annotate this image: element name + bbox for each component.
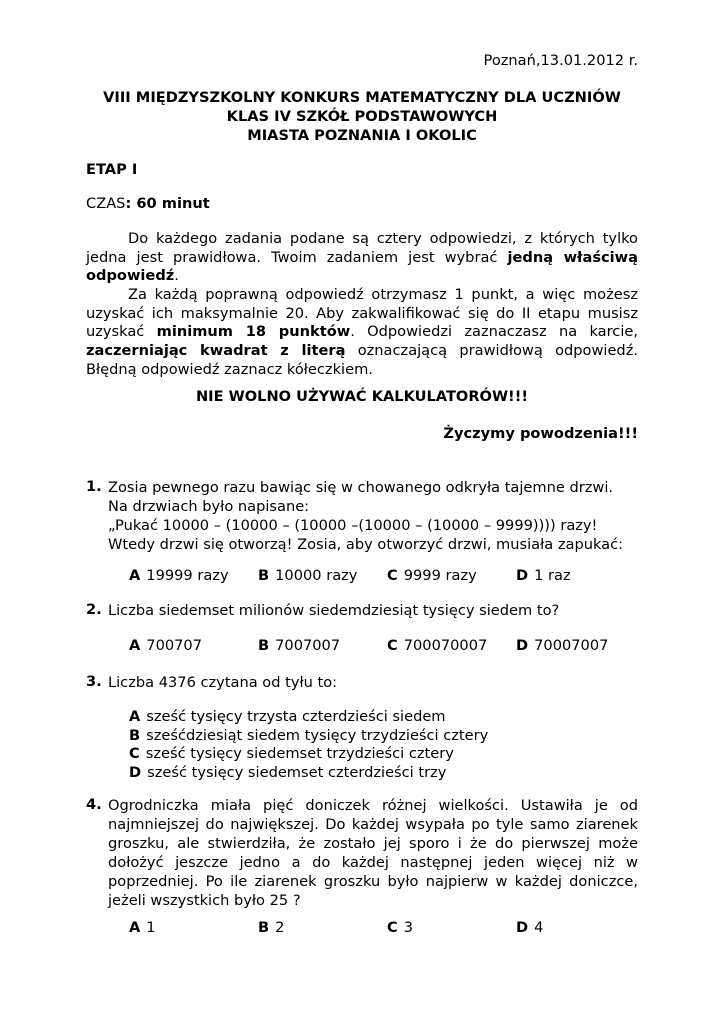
question-3-number: 3. <box>86 673 102 690</box>
title-line-1: VIII MIĘDZYSZKOLNY KONKURS MATEMATYCZNY DLA UCZNIÓW <box>103 89 621 106</box>
calculator-warning: NIE WOLNO UŻYWAĆ KALKULATORÓW!!! <box>195 388 529 405</box>
instruction-2-text-a: Za każdą poprawną odpowiedź otrzymasz 1 punkt, a więc możesz uzyskać ich maksymalnie 20. Aby zakwalifikować się do II etapu musisz uzyskać <box>86 286 638 341</box>
question-2-option-c[interactable]: C 700070007 <box>387 637 488 654</box>
question-2-text: Liczba siedemset milionów siedemdziesiąt tysięcy siedem to? <box>108 602 560 619</box>
question-3-option-d[interactable]: D sześć tysięcy siedemset czterdzieści trzy <box>129 763 447 781</box>
instruction-paragraph-1 <box>86 230 638 286</box>
question-3-text: Liczba 4376 czytana od tyłu to: <box>108 674 338 691</box>
question-2-number: 2. <box>86 601 102 618</box>
question-1-option-c[interactable]: C 9999 razy <box>387 567 477 584</box>
question-1-line-2: Na drzwiach było napisane: <box>108 498 310 515</box>
date-line: Poznań,13.01.2012 r. <box>483 52 638 69</box>
title-line-3: MIASTA POZNANIA I OKOLIC <box>247 127 477 144</box>
instruction-1-text: Do każdego zadania podane są cztery odpowiedzi, z których tylko jedna jest prawidłowa. Twoim zadaniem jest wybrać <box>86 230 638 266</box>
instruction-2-emphasis-2: zaczerniając kwadrat z literą <box>86 342 346 360</box>
question-1-option-b[interactable]: B 10000 razy <box>258 567 358 584</box>
time-label: CZAS <box>86 195 126 212</box>
instruction-2-emphasis-1: minimum 18 punktów <box>156 323 351 341</box>
question-3-option-a[interactable]: A sześć tysięcy trzysta czterdzieści siedem <box>129 708 446 725</box>
good-luck-wishes: Życzymy powodzenia!!! <box>443 425 638 442</box>
question-4-option-d[interactable]: D 4 <box>516 919 544 936</box>
question-1-line-4: Wtedy drzwi się otworzą! Zosia, aby otworzyć drzwi, musiała zapukać: <box>108 536 624 553</box>
question-4-option-c[interactable]: C 3 <box>387 919 414 936</box>
time-value: : 60 minut <box>125 195 210 212</box>
question-3-option-c[interactable]: C sześć tysięcy siedemset trzydzieści cztery <box>129 745 454 762</box>
question-1-option-d[interactable]: D 1 raz <box>516 567 571 584</box>
instruction-1-end: . <box>174 267 179 285</box>
question-4-number: 4. <box>86 796 102 813</box>
question-2-option-d[interactable]: D 70007007 <box>516 637 609 654</box>
instruction-2-text-b: . Odpowiedzi zaznaczasz na karcie, <box>350 323 638 341</box>
question-1-number: 1. <box>86 478 102 495</box>
question-3-option-b[interactable]: B sześćdziesiąt siedem tysięcy trzydzieści cztery <box>129 726 489 744</box>
instruction-1-emphasis: jedną właściwą odpowiedź <box>86 248 638 285</box>
instruction-2-text-c: oznaczającą prawidłową odpowiedź. Błędną odpowiedź zaznacz kółeczkiem. <box>86 342 638 378</box>
question-3-options <box>129 708 488 782</box>
question-4-option-a[interactable]: A 1 <box>129 919 156 936</box>
title-line-2: KLAS IV SZKÓŁ PODSTAWOWYCH <box>226 108 498 125</box>
question-1-line-3: „Pukać 10000 – (10000 – (10000 –(10000 – (10000 – 9999)))) razy! <box>108 517 598 534</box>
question-2-option-a[interactable]: A 700707 <box>129 637 203 654</box>
time-line <box>86 195 210 212</box>
question-4-option-b[interactable]: B 2 <box>258 919 285 936</box>
question-2-option-b[interactable]: B 7007007 <box>258 637 341 654</box>
instruction-paragraph-2 <box>86 286 638 380</box>
question-1-line-1: Zosia pewnego razu bawiąc się w chowanego odkryła tajemne drzwi. <box>108 479 614 496</box>
question-1-option-a[interactable]: A 19999 razy <box>129 567 229 584</box>
question-4-text: Ogrodniczka miała pięć doniczek różnej wielkości. Ustawiła je od najmniejszej do największej. Do każdej wsypała po tyle samo ziarenek groszku, ale stwierdziła, że zostało jej sporo i że do pierwszej może dołożyć jeszcze jedno a do każdej następnej jeden więcej niż w poprzedniej. Po ile ziarenek groszku było najpierw w każdej doniczce, jeżeli wszystkich było 25 ? <box>108 797 638 909</box>
stage-label: ETAP I <box>86 161 138 178</box>
question-1-text <box>108 478 638 554</box>
